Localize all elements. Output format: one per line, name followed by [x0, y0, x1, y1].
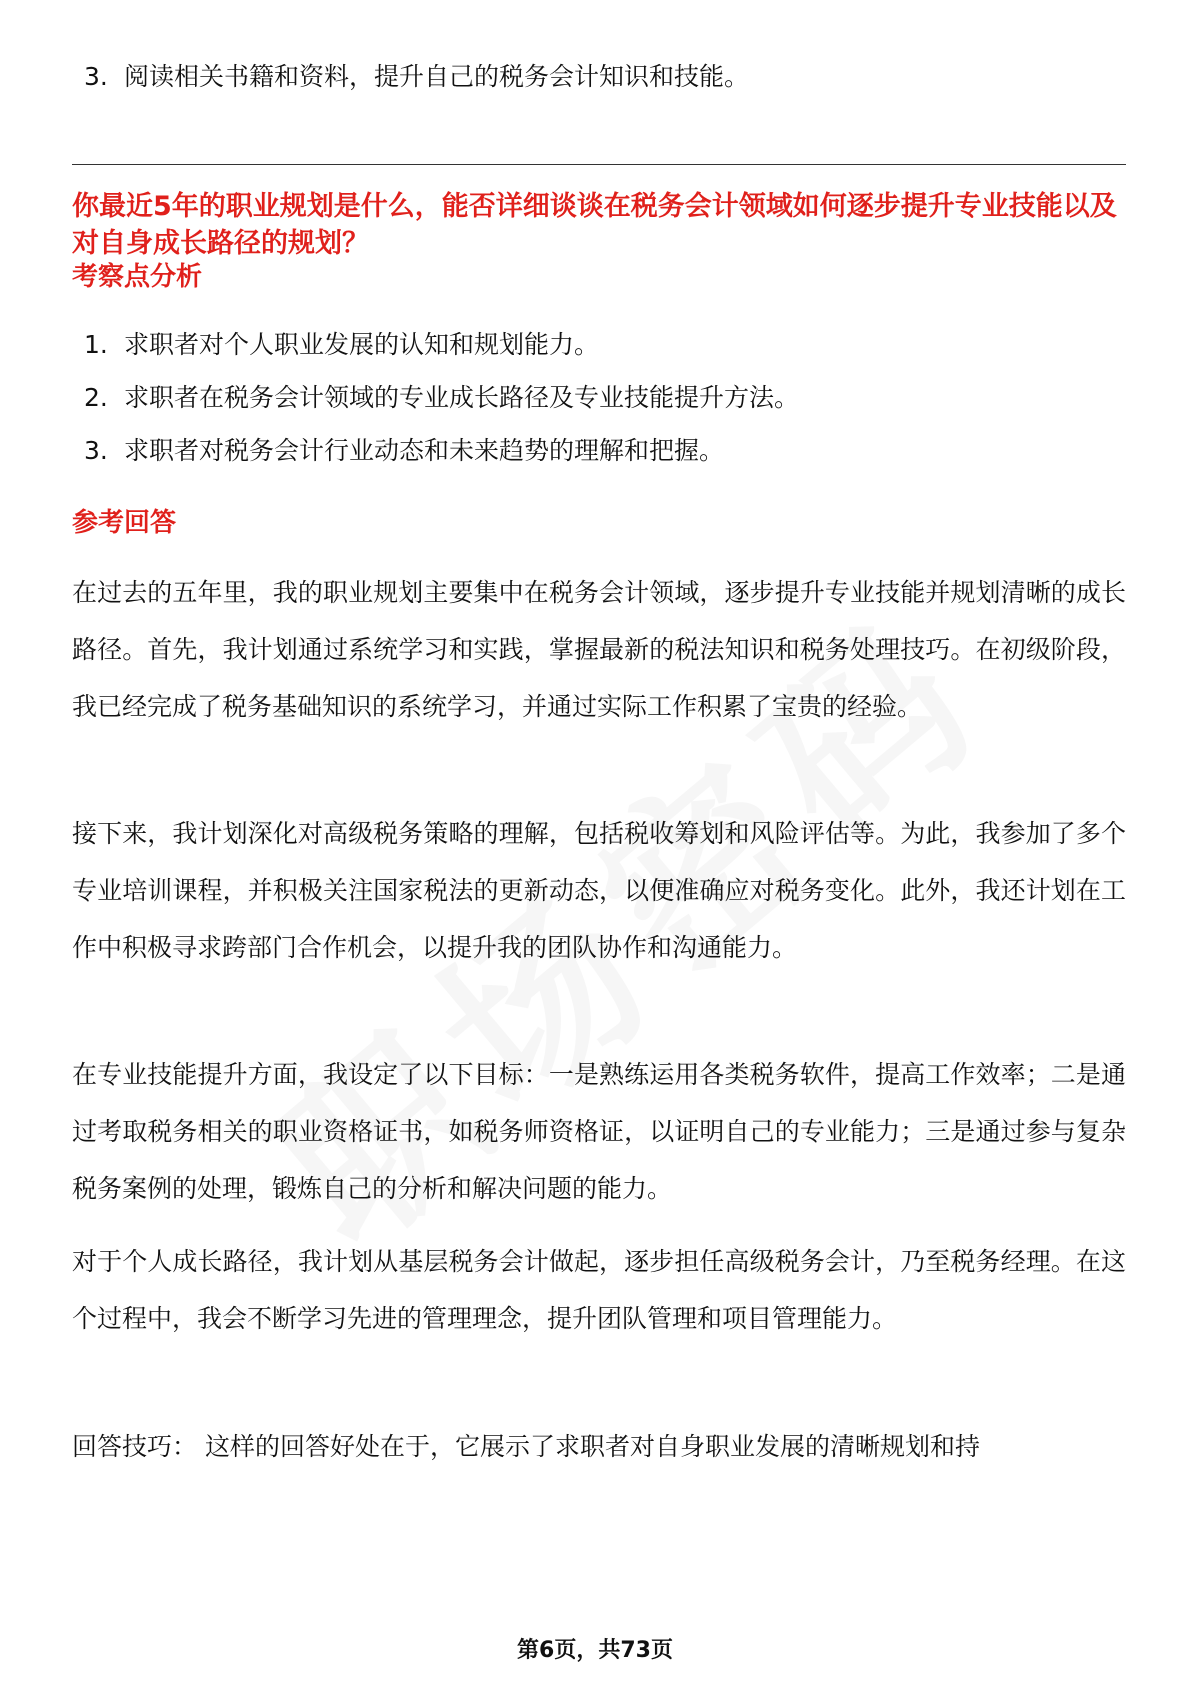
answer-paragraph: 对于个人成长路径，我计划从基层税务会计做起，逐步担任高级税务会计，乃至税务经理。在这个过程中，我会不断学习先进的管理理念，提升团队管理和项目管理能力。 — [72, 1247, 1126, 1333]
answer-paragraph: 在过去的五年里，我的职业规划主要集中在税务会计领域，逐步提升专业技能并规划清晰的成长路径。首先，我计划通过系统学习和实践，掌握最新的税法知识和税务处理技巧。在初级阶段，我已经完成了税务基础知识的系统学习，并通过实际工作积累了宝贵的经验。 — [72, 578, 1126, 721]
list-item-number: 1. — [84, 330, 108, 359]
list-item — [84, 434, 1124, 468]
analysis-list — [84, 328, 1124, 468]
analysis-title: 考察点分析 — [72, 262, 203, 292]
list-item — [84, 328, 1124, 362]
answer-paragraph: 接下来，我计划深化对高级税务策略的理解，包括税收筹划和风险评估等。为此，我参加了多个专业培训课程，并积极关注国家税法的更新动态，以便准确应对税务变化。此外，我还计划在工作中积极寻求跨部门合作机会，以提升我的团队协作和沟通能力。 — [72, 819, 1126, 962]
answer-tip-paragraph: 回答技巧： 这样的回答好处在于，它展示了求职者对自身职业发展的清晰规划和持 — [72, 1432, 980, 1461]
list-item — [84, 381, 1124, 415]
list-item-number: 3. — [84, 436, 108, 465]
list-item — [84, 60, 1124, 94]
list-item-text: 阅读相关书籍和资料，提升自己的税务会计知识和技能。 — [124, 62, 750, 91]
list-item-number: 3. — [84, 62, 108, 91]
answer-paragraph: 在专业技能提升方面，我设定了以下目标：一是熟练运用各类税务软件，提高工作效率；二是通过考取税务相关的职业资格证书，如税务师资格证，以证明自己的专业能力；三是通过参与复杂税务案例的处理，锻炼自己的分析和解决问题的能力。 — [72, 1060, 1126, 1203]
answer-title: 参考回答 — [72, 508, 177, 538]
question-heading: 你最近5年的职业规划是什么，能否详细谈谈在税务会计领域如何逐步提升专业技能以及对自身成长路径的规划？ — [72, 191, 1117, 259]
page-footer: 第6页，共73页 — [517, 1638, 673, 1663]
list-item-text: 求职者对个人职业发展的认知和规划能力。 — [124, 330, 600, 359]
top-list — [84, 60, 1124, 94]
list-item-number: 2. — [84, 383, 108, 412]
section-divider — [72, 164, 1126, 165]
list-item-text: 求职者在税务会计领域的专业成长路径及专业技能提升方法。 — [124, 383, 800, 412]
list-item-text: 求职者对税务会计行业动态和未来趋势的理解和把握。 — [124, 436, 725, 465]
